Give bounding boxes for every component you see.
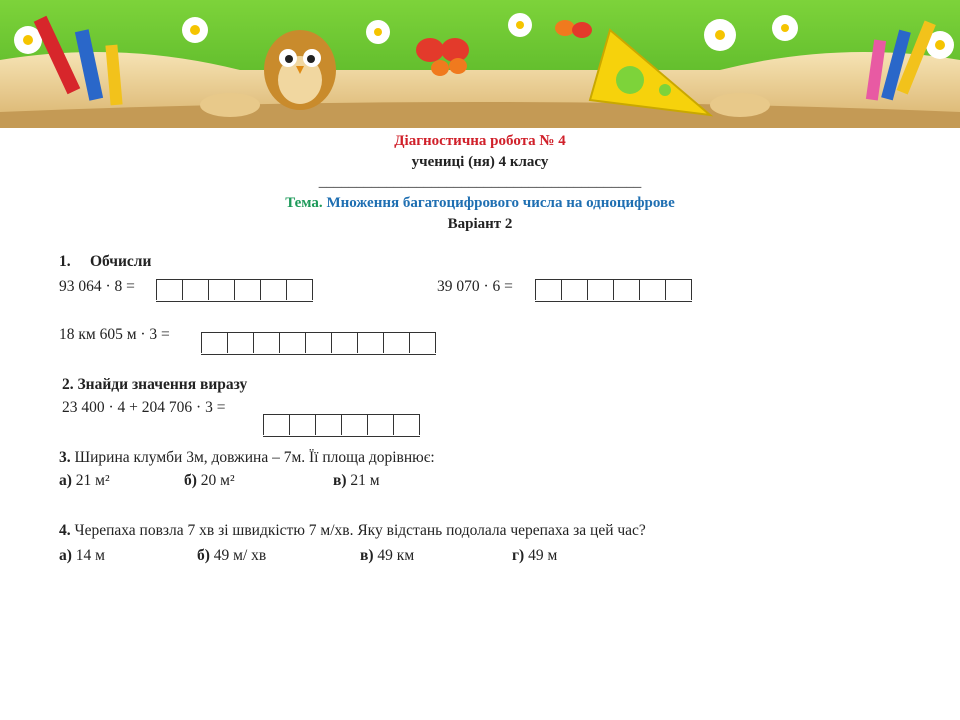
doc-subtitle: учениці (ня) 4 класу	[411, 154, 549, 170]
task3-question	[59, 448, 435, 468]
task3-text: Ширина клумби 3м, довжина – 7м. Її площа дорівнює:	[74, 449, 435, 466]
topic-line	[0, 193, 960, 213]
owl-icon	[264, 30, 336, 110]
option-value: 49 м	[528, 547, 558, 564]
task4-option-b[interactable]	[197, 546, 266, 566]
option-value: 21 м²	[75, 472, 110, 489]
variant: Варіант 2	[447, 216, 513, 232]
option-value: 21 м	[350, 472, 380, 489]
option-label: б)	[197, 547, 210, 564]
option-label: а)	[59, 547, 72, 564]
option-value: 49 км	[377, 547, 415, 564]
option-value: 14 м	[75, 547, 105, 564]
task1-expr-c: 18 км 605 м · 3 =	[59, 326, 170, 343]
decorative-banner	[0, 0, 960, 128]
topic-text: Множення багатоцифрового числа на одноцифрове	[326, 195, 675, 211]
task3-number: 3.	[59, 449, 71, 466]
task4-text: Черепаха повзла 7 хв зі швидкістю 7 м/хв. Яку відстань подолала черепаха за цей час?	[74, 522, 646, 539]
option-value: 49 м/ хв	[213, 547, 267, 564]
answer-grid[interactable]	[535, 279, 692, 302]
answer-grid[interactable]	[156, 279, 313, 302]
task4-option-d[interactable]	[512, 546, 557, 566]
task3-option-c[interactable]	[333, 471, 380, 491]
task1-title: 1. Обчисли	[59, 253, 152, 270]
answer-grid[interactable]	[263, 414, 420, 437]
option-label: г)	[512, 547, 525, 564]
option-label: в)	[333, 472, 347, 489]
task4-number: 4.	[59, 522, 71, 539]
option-label: а)	[59, 472, 72, 489]
task2-title: 2. Знайди значення виразу	[62, 376, 248, 393]
task4-option-c[interactable]	[360, 546, 414, 566]
doc-title: Діагностична робота № 4	[394, 133, 566, 149]
answer-grid[interactable]	[201, 332, 436, 355]
option-value: 20 м²	[200, 472, 235, 489]
task1-expr-a: 93 064 · 8 =	[59, 278, 135, 295]
topic-label: Тема.	[285, 195, 323, 211]
task4-option-a[interactable]	[59, 546, 105, 566]
task3-option-b[interactable]	[184, 471, 235, 491]
task1-expr-b: 39 070 · 6 =	[437, 278, 513, 295]
option-label: в)	[360, 547, 374, 564]
option-label: б)	[184, 472, 197, 489]
name-line: ___________________________________________	[318, 174, 642, 190]
task3-option-a[interactable]	[59, 471, 110, 491]
task2-expr: 23 400 · 4 + 204 706 · 3 =	[62, 399, 226, 416]
task4-question	[59, 521, 646, 541]
